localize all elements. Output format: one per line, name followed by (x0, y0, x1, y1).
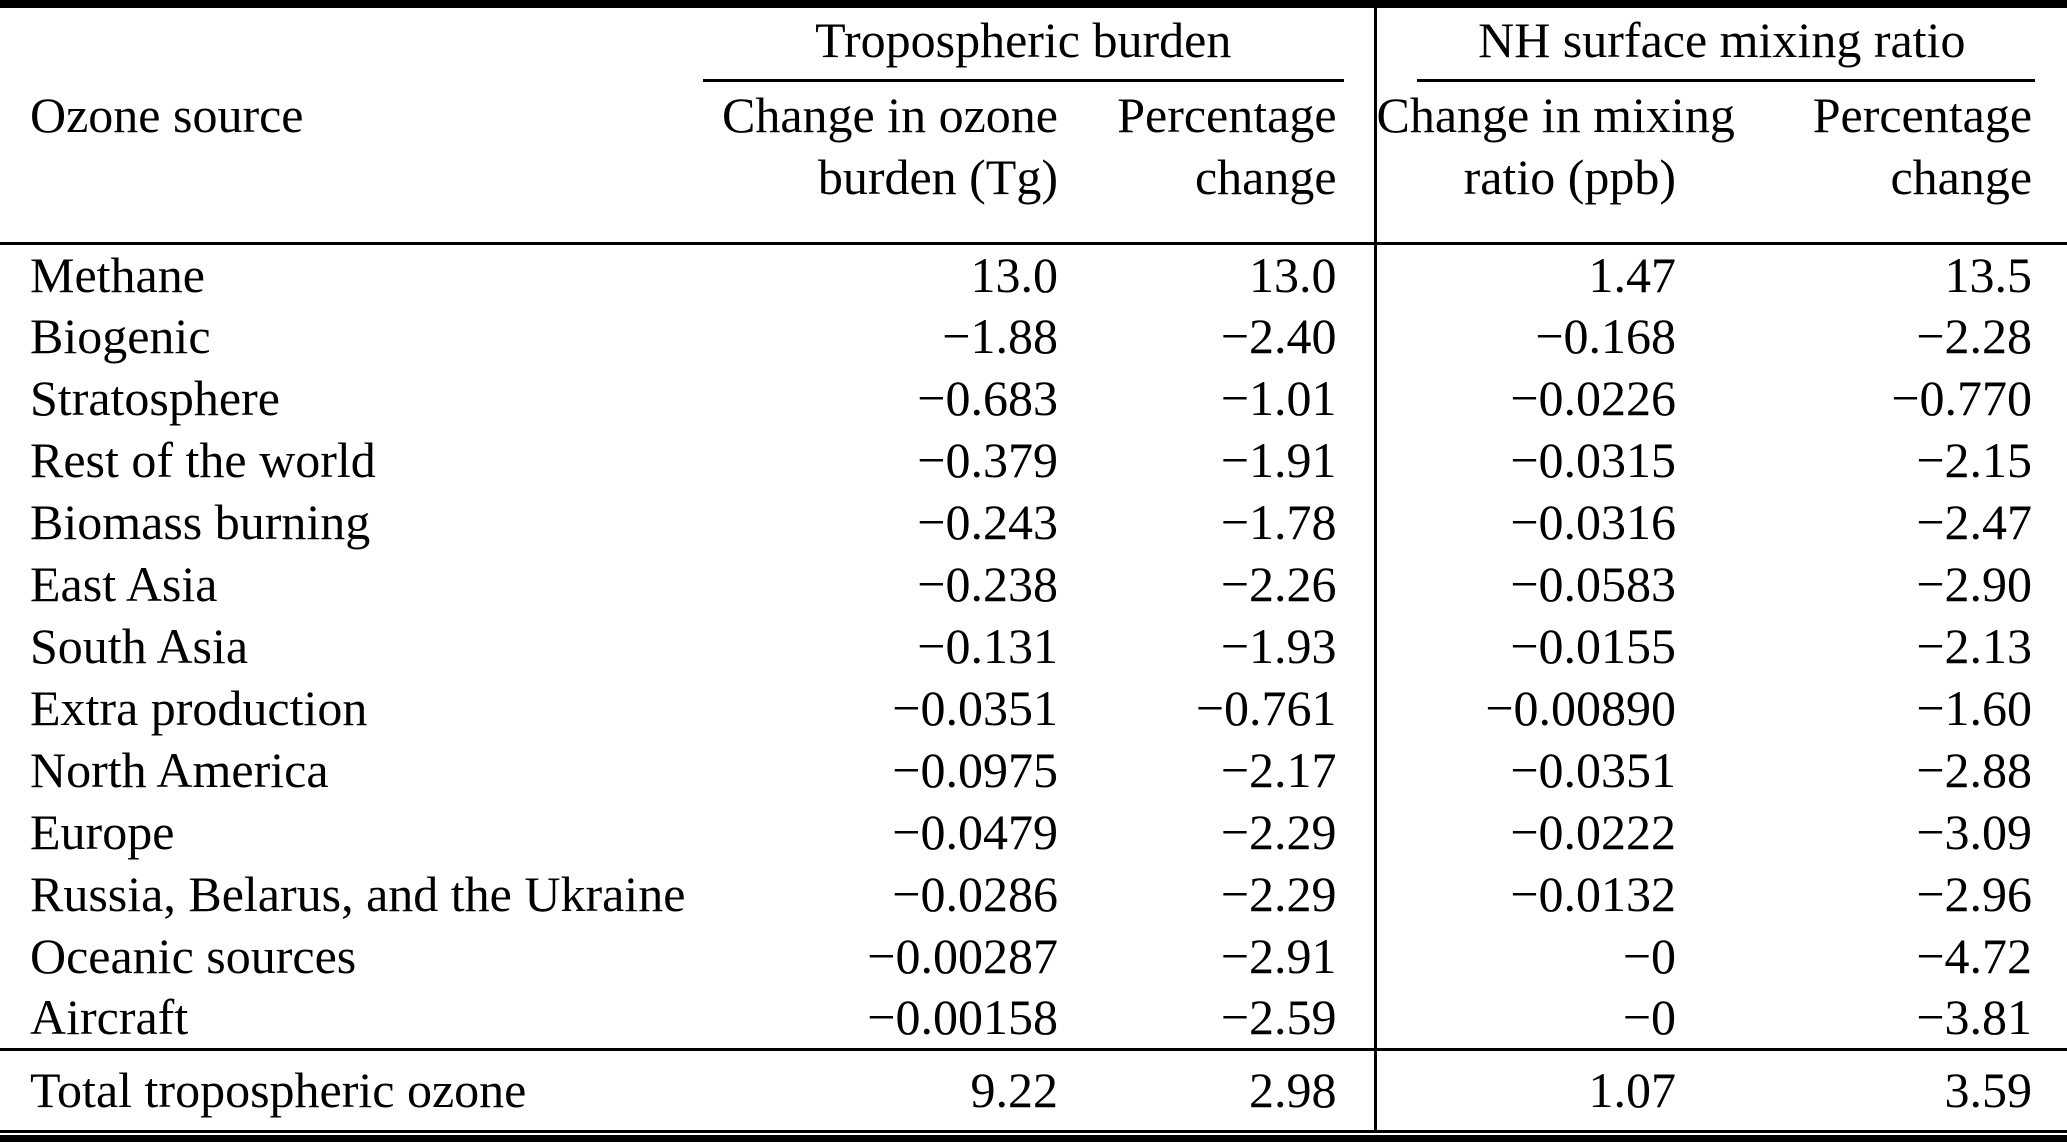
cell-source: Rest of the world (30, 432, 376, 488)
cell-source: Biomass burning (30, 494, 371, 550)
cell-mix-pct: −0.770 (1891, 370, 2033, 426)
group-header-nh-surface-mixing-ratio (1375, 8, 2067, 82)
cell-burden: −0.0479 (892, 804, 1058, 860)
cell-source: Aircraft (30, 989, 189, 1046)
column-header-mix-percentage-change (1680, 82, 2067, 243)
cell-source: North America (30, 742, 329, 798)
cell-source: Biogenic (30, 308, 211, 364)
table-top-rule (0, 0, 2067, 8)
cell-mix: −0.0315 (1510, 432, 1677, 488)
cell-mix-pct: −3.81 (1916, 989, 2033, 1046)
cell-mix: −0.0316 (1510, 494, 1677, 550)
group-underline (703, 79, 1344, 82)
cell-mix-pct: −3.09 (1916, 804, 2033, 860)
cell-burden-pct: −1.78 (1060, 491, 1375, 553)
table-row (0, 305, 2067, 367)
cell-mix-pct: −2.28 (1916, 308, 2033, 364)
cell-burden: −0.00287 (867, 928, 1058, 984)
cell-burden: −0.243 (917, 494, 1058, 550)
cell-source: Extra production (30, 680, 368, 736)
cell-mix-pct: −2.96 (1916, 866, 2033, 922)
cell-mix: −0 (1622, 928, 1677, 984)
cell-burden: −0.683 (917, 370, 1058, 426)
cell-burden-pct: 2.98 (1060, 1049, 1375, 1131)
table-row (0, 367, 2067, 429)
table-row (0, 739, 2067, 801)
cell-burden: 9.22 (673, 1049, 1060, 1131)
cell-burden-pct: 13.0 (1060, 243, 1375, 305)
cell-mix: −0.0583 (1510, 556, 1677, 612)
cell-mix-pct: −2.15 (1916, 432, 2033, 488)
cell-source: Russia, Belarus, and the Ukraine (30, 866, 686, 922)
cell-mix: −0.0226 (1510, 370, 1677, 426)
cell-burden: −0.379 (917, 432, 1058, 488)
column-header-change-in-mixing-ratio (1375, 82, 1735, 243)
header-line: Change in mixing (1376, 87, 1735, 143)
cell-burden-pct: −2.26 (1060, 553, 1375, 615)
table-row (0, 491, 2067, 553)
cell-burden-pct: −2.17 (1060, 739, 1375, 801)
group-underline (1417, 79, 2036, 82)
cell-mix: −0.0351 (1510, 742, 1677, 798)
cell-burden-pct: −2.59 (1060, 987, 1375, 1049)
cell-burden: −0.0286 (892, 866, 1058, 922)
cell-burden: −0.0351 (892, 680, 1058, 736)
cell-burden-pct: −1.01 (1060, 367, 1375, 429)
table-row (0, 863, 2067, 925)
cell-burden: −1.88 (942, 308, 1058, 364)
column-header-row (0, 82, 2067, 243)
cell-burden-pct: −2.29 (1060, 801, 1375, 863)
cell-mix: −0.0155 (1510, 618, 1677, 674)
cell-mix: −0.00890 (1485, 680, 1677, 736)
cell-mix: 1.47 (1588, 246, 1677, 303)
header-line: Percentage (1117, 87, 1337, 143)
cell-mix-pct: −4.72 (1916, 928, 2033, 984)
cell-burden-pct: −2.40 (1060, 305, 1375, 367)
cell-mix-pct: 3.59 (1680, 1049, 2067, 1131)
cell-burden-pct: −0.761 (1060, 677, 1375, 739)
column-header-change-in-ozone-burden (673, 82, 1060, 243)
table-bottom-rule (0, 1135, 2067, 1142)
table-row (0, 429, 2067, 491)
cell-burden: −0.0975 (892, 742, 1058, 798)
cell-burden-pct: −2.91 (1060, 925, 1375, 987)
cell-mix: −0.0132 (1510, 866, 1677, 922)
total-row (0, 1049, 2067, 1131)
column-header-burden-percentage-change (1060, 82, 1375, 243)
cell-mix: −0.168 (1535, 308, 1677, 364)
corner-spacer (0, 8, 673, 82)
table-row (0, 615, 2067, 677)
header-line: change (1194, 149, 1337, 205)
cell-burden: −0.131 (917, 618, 1058, 674)
ozone-source-table (0, 8, 2067, 1133)
group-header-tropospheric-burden (673, 8, 1375, 82)
cell-source: South Asia (30, 618, 249, 674)
column-header-ozone-source: Ozone source (0, 82, 673, 243)
cell-mix-pct: −2.90 (1916, 556, 2033, 612)
cell-mix-pct: −2.47 (1916, 494, 2033, 550)
cell-source: Methane (30, 246, 205, 303)
cell-source: Oceanic sources (30, 928, 357, 984)
cell-source: Stratosphere (30, 370, 280, 426)
header-line: Change in ozone (721, 87, 1058, 143)
cell-burden-pct: −1.91 (1060, 429, 1375, 491)
cell-mix: −0.0222 (1510, 804, 1677, 860)
cell-mix-pct: 13.5 (1944, 246, 2033, 303)
table-row (0, 925, 2067, 987)
table-row (0, 677, 2067, 739)
cell-mix: −0 (1622, 989, 1677, 1046)
cell-burden: −0.238 (917, 556, 1058, 612)
cell-source: Europe (30, 804, 175, 860)
cell-mix-pct: −1.60 (1916, 680, 2033, 736)
cell-source: Total tropospheric ozone (0, 1049, 673, 1131)
group-title: NH surface mixing ratio (1478, 12, 1966, 68)
group-header-row (0, 8, 2067, 82)
table-row (0, 987, 2067, 1049)
table-row (0, 553, 2067, 615)
cell-burden: −0.00158 (867, 989, 1058, 1046)
table-row (0, 243, 2067, 305)
cell-burden: 13.0 (970, 246, 1058, 303)
cell-mix-pct: −2.13 (1916, 618, 2033, 674)
table-row (0, 801, 2067, 863)
header-line: Percentage (1812, 87, 2033, 143)
header-line: change (1890, 149, 2033, 205)
cell-mix: 1.07 (1375, 1049, 1680, 1131)
cell-mix-pct: −2.88 (1916, 742, 2033, 798)
cell-burden-pct: −2.29 (1060, 863, 1375, 925)
cell-source: East Asia (30, 556, 218, 612)
header-line: burden (Tg) (817, 149, 1058, 205)
group-title: Tropospheric burden (815, 12, 1232, 68)
cell-burden-pct: −1.93 (1060, 615, 1375, 677)
header-line: ratio (ppb) (1463, 149, 1677, 205)
